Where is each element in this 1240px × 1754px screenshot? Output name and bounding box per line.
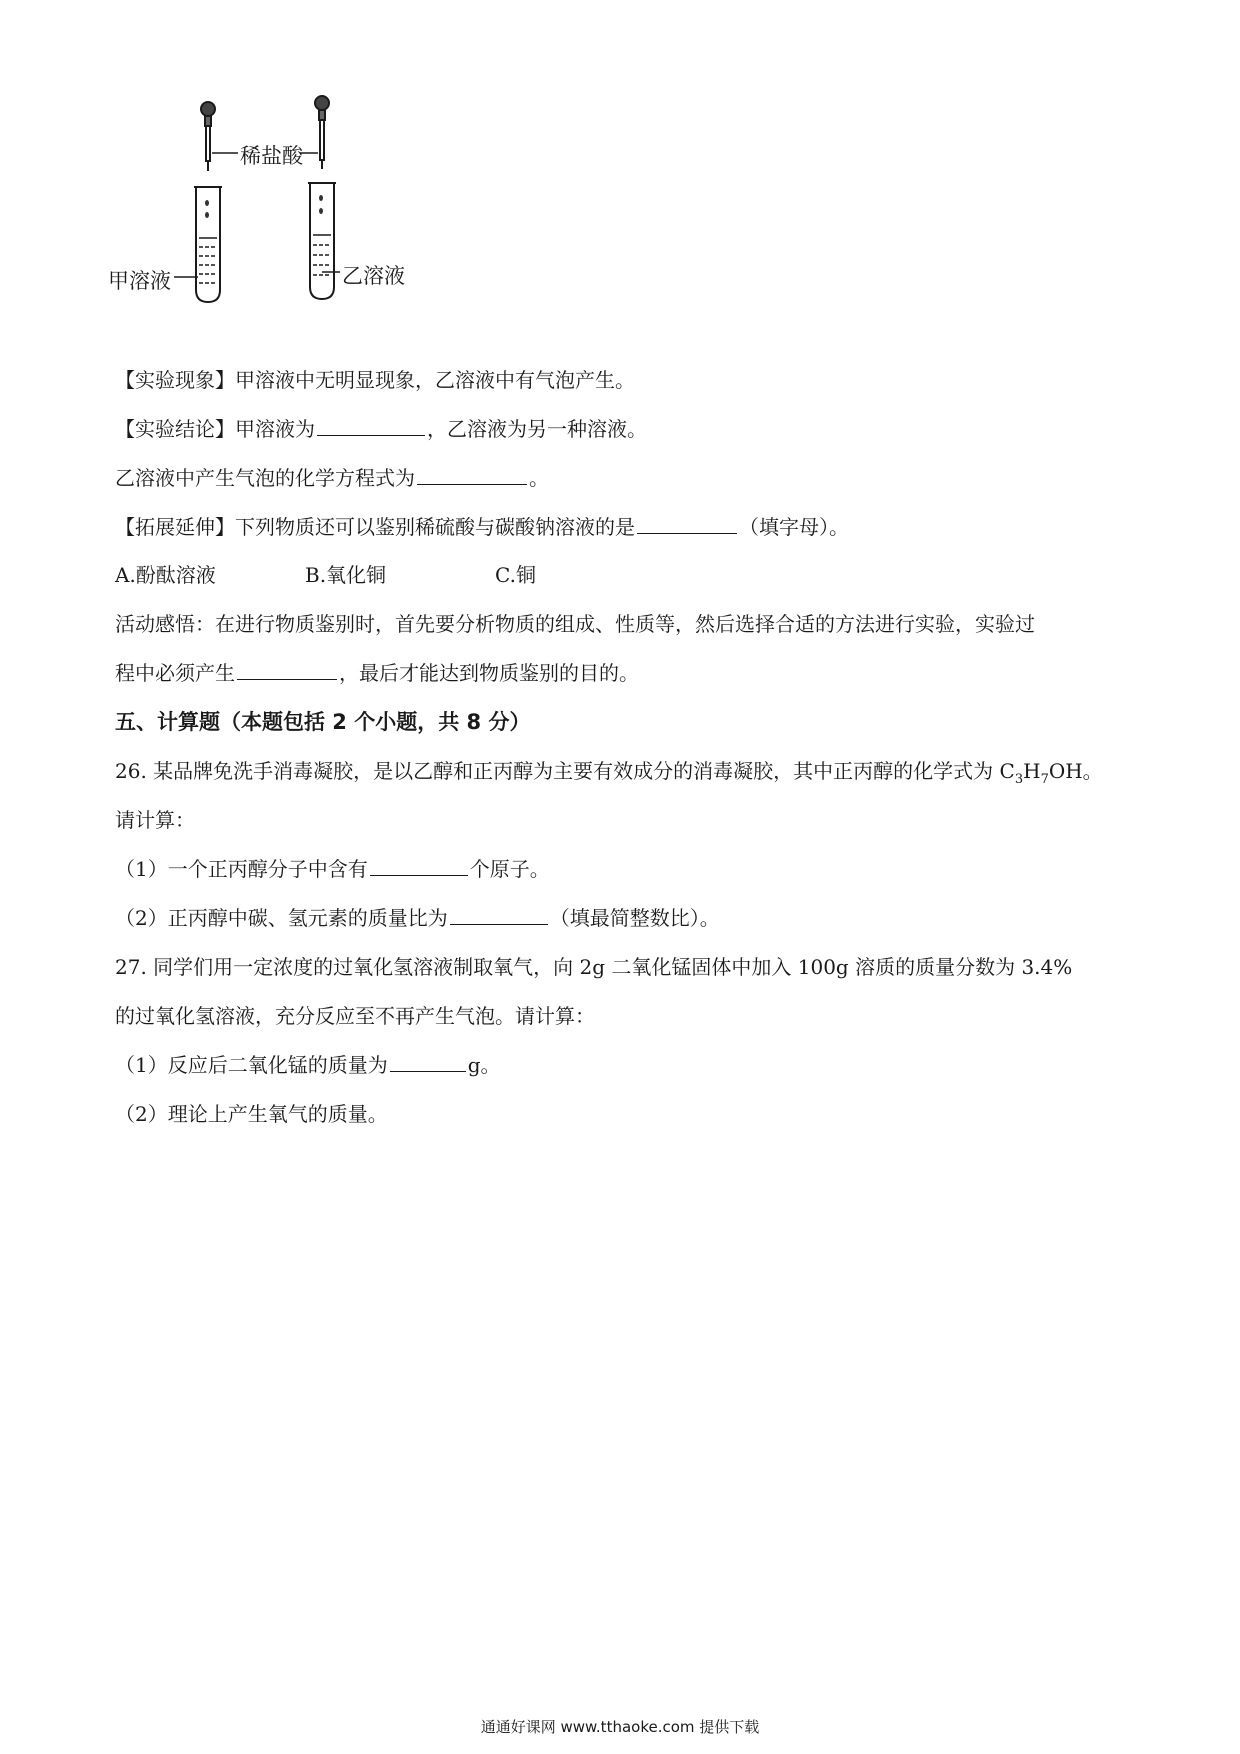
left-test-tube [194, 187, 222, 302]
tube-a-label: 甲溶液 [108, 269, 171, 293]
q26-subscript-c: 3 [1014, 772, 1024, 787]
answer-blank [450, 904, 548, 925]
q26-end: OH。 [1048, 759, 1103, 783]
feeling-text-b: ，最后才能达到物质鉴别的目的。 [339, 661, 639, 685]
equation-line [115, 464, 549, 492]
answer-blank [390, 1051, 466, 1072]
footer-watermark: 通通好课网 www.tthaoke.com 提供下载 [480, 1718, 760, 1736]
left-dropper [201, 102, 215, 171]
q27-line-2: 的过氧化氢溶液，充分反应至不再产生气泡。请计算： [115, 1004, 595, 1028]
q26-part2-text-b: （填最简整数比）。 [549, 906, 720, 930]
q26-part1 [115, 855, 550, 883]
phenomenon-line: 【实验现象】甲溶液中无明显现象，乙溶液中有气泡产生。 [115, 368, 635, 392]
q27-part1 [115, 1051, 501, 1079]
section-title: 五、计算题（本题包括 2 个小题，共 8 分） [115, 710, 531, 734]
extend-line [115, 513, 849, 541]
conclusion-text-a: 【实验结论】甲溶液为 [115, 417, 315, 441]
answer-blank [417, 464, 527, 485]
equation-text-b: 。 [529, 466, 549, 490]
q26-intro [115, 757, 1103, 794]
answer-blank [637, 513, 737, 534]
answer-blank [317, 415, 425, 436]
answer-blank [370, 855, 468, 876]
experiment-figure [110, 95, 470, 345]
conclusion-text-b: ，乙溶液为另一种溶液。 [427, 417, 647, 441]
q26-subscript-h: 7 [1040, 772, 1049, 787]
q27-part1-text-b: g。 [467, 1053, 501, 1077]
extend-text-b: （填字母）。 [739, 515, 849, 539]
q27-part2: （2）理论上产生氧气的质量。 [115, 1102, 388, 1126]
test-tube-diagram [110, 95, 470, 345]
q26-part1-text-b: 个原子。 [469, 857, 550, 881]
q26-part2-text-a: （2）正丙醇中碳、氢元素的质量比为 [115, 906, 448, 930]
options-line [115, 561, 536, 589]
q26-part2 [115, 904, 720, 932]
answer-blank [237, 659, 337, 680]
q26-text: 26. 某品牌免洗手消毒凝胶，是以乙醇和正丙醇为主要有效成分的消毒凝胶，其中正丙醇的化学式为 C [115, 759, 1015, 783]
conclusion-line [115, 415, 647, 443]
right-test-tube [308, 183, 336, 299]
extend-text-a: 【拓展延伸】下列物质还可以鉴别稀硫酸与碳酸钠溶液的是 [115, 515, 635, 539]
option-c: C.铜 [495, 563, 536, 587]
option-b: B.氧化铜 [305, 563, 387, 587]
q27-line-1: 27. 同学们用一定浓度的过氧化氢溶液制取氧气，向 2g 二氧化锰固体中加入 100g 溶质的质量分数为 3.4% [115, 955, 1073, 979]
q26-calc: 请计算： [115, 808, 195, 832]
feeling-text-a: 程中必须产生 [115, 661, 235, 685]
feeling-line-2 [115, 659, 639, 687]
dropper-label: 稀盐酸 [240, 144, 303, 168]
q27-part1-text-a: （1）反应后二氧化锰的质量为 [115, 1053, 388, 1077]
option-a: A.酚酞溶液 [115, 563, 216, 587]
tube-b-label: 乙溶液 [342, 264, 405, 288]
equation-text-a: 乙溶液中产生气泡的化学方程式为 [115, 466, 415, 490]
right-dropper [315, 96, 329, 169]
feeling-line-1: 活动感悟：在进行物质鉴别时，首先要分析物质的组成、性质等，然后选择合适的方法进行实验，实验过 [115, 612, 1035, 636]
q26-h: H [1023, 759, 1041, 783]
q26-part1-text-a: （1）一个正丙醇分子中含有 [115, 857, 368, 881]
